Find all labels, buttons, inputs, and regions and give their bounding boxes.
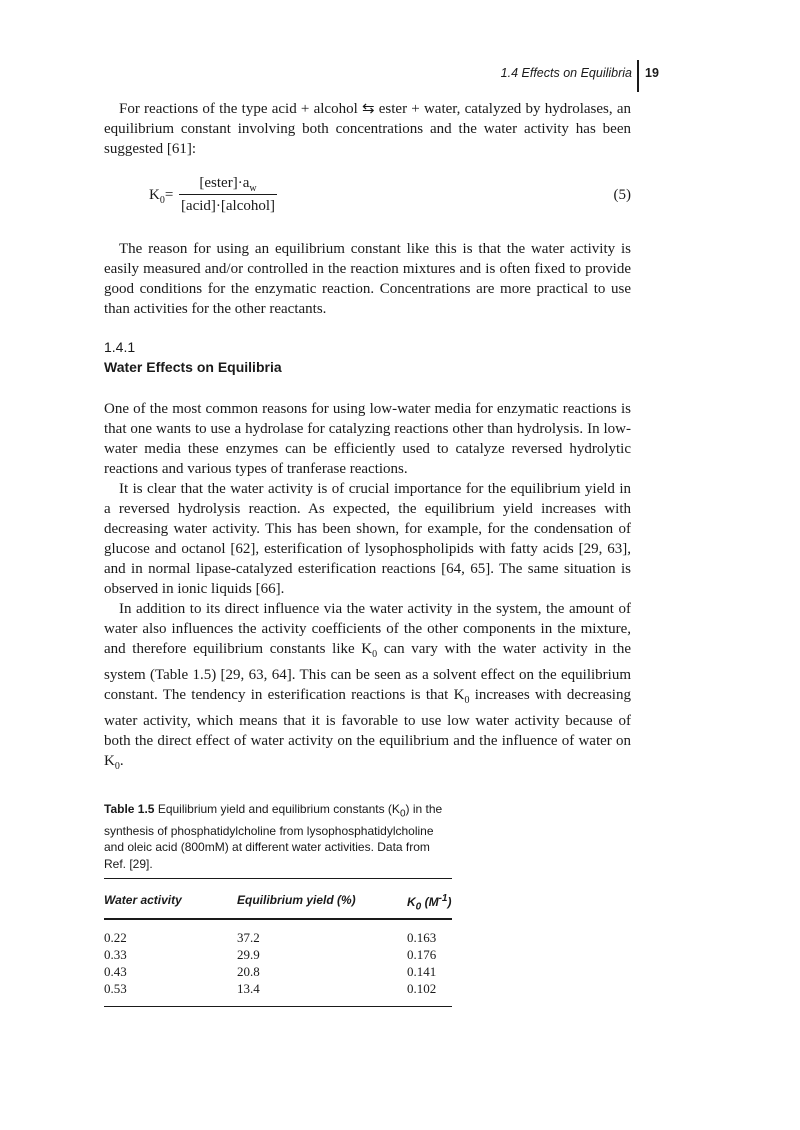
fraction-bar	[179, 194, 277, 195]
cell-k0: 0.176	[407, 947, 437, 962]
cell-equilibrium-yield: 37.2	[237, 930, 260, 945]
section-title: Water Effects on Equilibria	[104, 359, 282, 375]
column-header-k0: $K_0$ $(M^{-1})$	[407, 893, 452, 913]
table-header-rule	[104, 918, 452, 920]
column-header-equilibrium-yield: Equilibrium yield (%)	[237, 893, 356, 907]
intro-paragraph: For reactions of the type acid + alcohol ⇆ ester + water, catalyzed by hydrolases, an equilibrium constant involving both concentrations and the water activity has been suggested [61]:	[104, 101, 631, 157]
section-paragraph-3: In addition to its direct influence via the water activity in the system, the amount of water also influences the activity coefficients of the other components in the mixture, and therefore equilibrium constants like $K_0$ can vary with the water activity in the system (Table 1.5) [29, 63, 64]. This can be seen as a solvent effect on the equilibrium constant. The tendency in esterification reactions is that $K_0$ increases with decreasing water activity, which means that it is favorable to use low water activity because of both the direct effect of water activity on the equilibrium and the influence of water on $K_0$.	[104, 601, 631, 772]
table-bottom-rule	[104, 1006, 452, 1007]
cell-equilibrium-yield: 20.8	[237, 964, 260, 979]
cell-water-activity: 0.22	[104, 930, 127, 945]
cell-k0: 0.163	[407, 930, 437, 945]
equation-numerator: $[ester]\cdot a_w$	[199, 175, 257, 194]
equation-denominator: [acid]·[alcohol]	[180, 198, 276, 214]
equation-number: (5)	[613, 187, 631, 203]
cell-k0: 0.141	[407, 964, 437, 979]
equation-fraction	[179, 173, 277, 216]
cell-water-activity: 0.53	[104, 981, 127, 996]
equation-lhs: $K_0=$	[149, 187, 174, 206]
table-caption: Table 1.5 Equilibrium yield and equilibrium constants $(K_0)$ in the synthesis of phosphatidylcholine from lysophosphatidylcholine and oleic acid (800mM) at different water activities. Data from Ref. [29].	[104, 802, 443, 871]
section-paragraph-2: It is clear that the water activity is of crucial importance for the equilibrium yield in a reversed hydrolysis reaction. As expected, the equilibrium yield increases with decreasing water activity. This has been shown, for example, for the condensation of glucose and octanol [62], esterification of lysophospholipids with fatty acids [29, 63], and in normal lipase-catalyzed esterification reactions [64, 65]. The same situation is observed in ionic liquids [66].	[104, 481, 631, 597]
table-label: Table 1.5	[104, 802, 155, 816]
cell-equilibrium-yield: 13.4	[237, 981, 260, 996]
page-number: 19	[645, 66, 659, 80]
table-row	[104, 947, 452, 964]
cell-water-activity: 0.33	[104, 947, 127, 962]
section-paragraph-1: One of the most common reasons for using low-water media for enzymatic reactions is that one wants to use a hydrolase for catalyzing reactions other than hydrolysis. In low-water media these enzymes can be efficiently used to catalyze reversed hydrolytic reactions and various types of tranferase reactions.	[104, 401, 631, 477]
header-divider	[637, 60, 639, 92]
equation-5	[104, 173, 631, 219]
column-header-water-activity: Water activity	[104, 893, 182, 907]
cell-k0: 0.102	[407, 981, 437, 996]
table-row	[104, 981, 452, 998]
cell-water-activity: 0.43	[104, 964, 127, 979]
section-number: 1.4.1	[104, 339, 136, 355]
table-top-rule	[104, 878, 452, 879]
paragraph-water-activity: The reason for using an equilibrium constant like this is that the water activity is easily measured and/or controlled in the reaction mixtures and is often fixed to provide good conditions for the enzymatic reaction. Concentrations are more practical to use than activities for the other reactants.	[104, 241, 631, 317]
table-row	[104, 930, 452, 947]
running-title: 1.4 Effects on Equilibria	[500, 66, 632, 80]
table-row	[104, 964, 452, 981]
cell-equilibrium-yield: 29.9	[237, 947, 260, 962]
